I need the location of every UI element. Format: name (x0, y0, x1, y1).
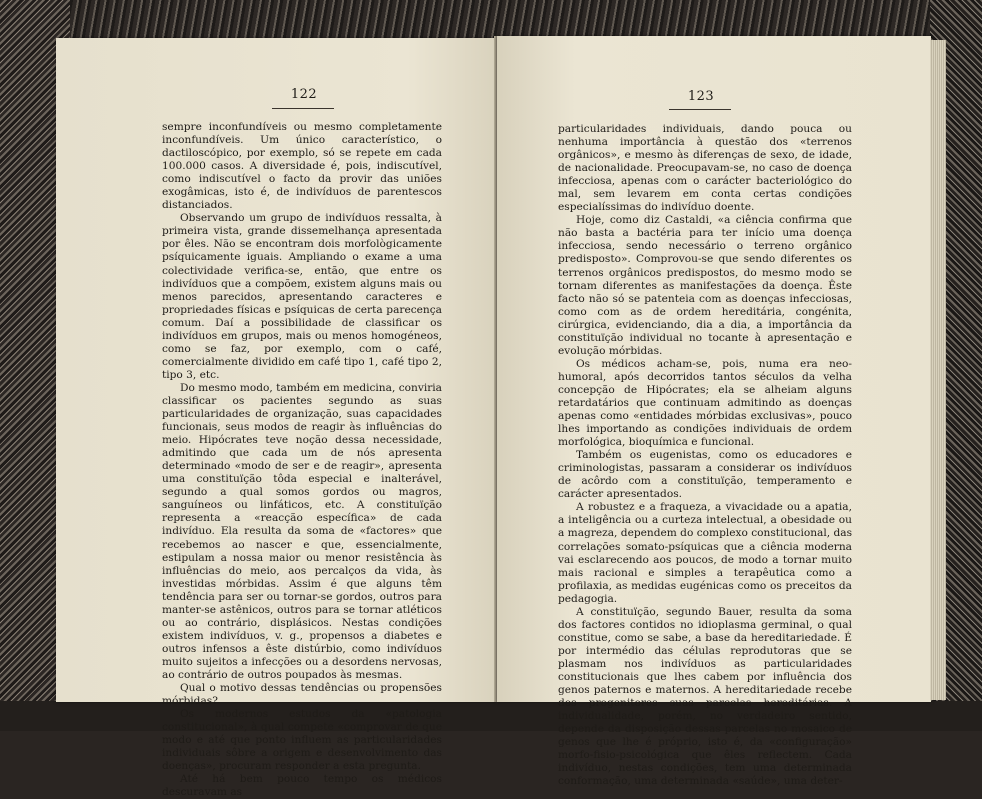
page-number-right: 123 (687, 89, 715, 104)
paragraph: A robustez e a fraqueza, a vivacidade ou a apatia, a inteligência ou a curteza intelectual, a obesidade ou a magreza, dependem do complexo constitucional, das correlações somato-psíquicas que a ciência moderna vai esclarecendo aos poucos, de modo a tornar muito mais racional e simples a terapêutica como a profilaxia, as medidas eugénicas como os preceitos da pedagogia. (558, 501, 853, 605)
paragraph: particularidades individuais, dando pouca ou nenhuma importância à questão dos «terrenos orgânicos», e mesmo às diferenças de sexo, de idade, de nacionalidade. Preocupavam-se, no caso de doença infecciosa, apenas com o carácter bacteriológico do mal, sem levarem em conta certas condições especialíssimas do indivíduo doente. (558, 123, 852, 214)
paragraph: Até há bem pouco tempo os médicos descuravam as (162, 773, 442, 799)
paragraph: Do mesmo modo, também em medicina, conviria classificar os pacientes segundo as suas particularidades de organização, suas capacidades funcionais, seus modos de reagir às influências do meio. Hipócrates teve noção dessa necessidade, admitindo que cada um de nós apresenta determinado «modo de ser e de reagir», apresenta uma constituïção tôda especial e inalterável, segundo a qual somos gordos ou magros, sanguíneos ou linfáticos, etc. A constituïção representa a «reacção específica» de cada indivíduo. Ela resulta da soma de «factores» que recebemos ao nascer e que, essencialmente, estipulam a nossa maior ou menor resistência às influências do meio, aos percalços da vida, às investidas mórbidas. Assim é que alguns têm tendência para ser ou tornar-se gordos, outros para manter-se astênicos, outros para se tornar atléticos ou ao contrário, displásicos. Nestas condições existem indivíduos, v. g., propensos a diabetes e outros infensos a êste distúrbio, como indivíduos muito sujeitos a infecções ou a desordens nervosas, ao contrário de outros poupados às mesmas. (162, 381, 442, 681)
page-number-rule (272, 108, 334, 109)
page-edges (930, 40, 946, 700)
paragraph: Os médicos acham-se, pois, numa era neo-humoral, após decorridos tantos séculos da velha concepção de Hipócrates; ela se alheiam alguns retardatários que continuam admitindo as doenças apenas como «entidades mórbidas exclusivas», pouco lhes importando as condições individuais de ordem morfológica, bioquímica e funcional. (558, 357, 852, 449)
paragraph: A constituïção, segundo Bauer, resulta da soma dos factores contidos no idioplasma germinal, o qual constitue, como se sabe, a base da hereditariedade. É por intermédio das células reprodutoras que se plasmam nos indivíduos as particularidades constitucionais que lhes cabem por influência dos genos paternos e maternos. A hereditariedade recebe dos progenitores suas parcelas hereditárias. A individualidade, porém, no verdadeiro sentido, depende da disposição dessas parcelas no mosaico de genos que lhe é próprio, isto é, da «configuração» morfo-fisio-psicológica que êles reflectem. Cada indivíduo, nestas condições, tem uma determinada conformação, uma determinada «saúde», uma deter- (558, 605, 852, 788)
right-page-text (558, 123, 852, 788)
right-page (497, 36, 931, 788)
paragraph: Observando um grupo de indivíduos ressalta, à primeira vista, grande dissemelhança apresentada por êles. Não se encontram dois morfològicamente psíquicamente iguais. Ampliando o exame a uma colectividade verifica-se, então, que entre os indivíduos que a compõem, existem alguns mais ou menos parecidos, apresentando caracteres e propriedades físicas e psíquicas de certa parecença comum. Daí a possibilidade de classificar os indivíduos em grupos, mais ou menos homogéneos, como se faz, por exemplo, com o café, comercialmente dividido em café tipo 1, café tipo 2, tipo 3, etc. (162, 212, 442, 381)
paragraph: sempre inconfundíveis ou mesmo completamente inconfundíveis. Um único característico, o dactiloscópico, por exemplo, só se repete em cada 100.000 casos. A diversidade é, pois, indiscutível, como indiscutível o facto da provir das uniões exogâmicas, isto é, de indivíduos de parentescos distanciados. (162, 121, 442, 212)
page-number-rule (669, 109, 731, 110)
paragraph: Qual o motivo dessas tendências ou propensões mórbidas? (162, 682, 442, 708)
left-page (56, 38, 496, 799)
paragraph: Também os eugenistas, como os educadores e criminologistas, passaram a considerar os indivíduos de acôrdo com a constituïção, temperamento e carácter apresentados. (558, 449, 852, 501)
left-page-text (162, 121, 442, 799)
paragraph: Hoje, como diz Castaldi, «a ciência confirma que não basta a bactéria para ter início uma doença infecciosa, sendo necessário o terreno orgânico predisposto». Comprovou-se que sendo diferentes os terrenos orgânicos predispostos, do mesmo modo se tornam diferentes as manifestações da doença. Êste facto não só se patenteia com as doenças infecciosas, como com as de ordem hereditária, congénita, cirúrgica, evidenciando, dia a dia, a importância da constituïção individual no tocante à apresentação e evolução mórbidas. (558, 214, 852, 357)
paragraph: Os modernos estudos da «patologia constitucional», à qual compete «comprovar de que modo e até que ponto influem as particularidades individuais sôbre a origem e desenvolvimento das doenças», procuram responder a esta pregunta. (162, 708, 442, 773)
page-number-left: 122 (290, 87, 318, 102)
